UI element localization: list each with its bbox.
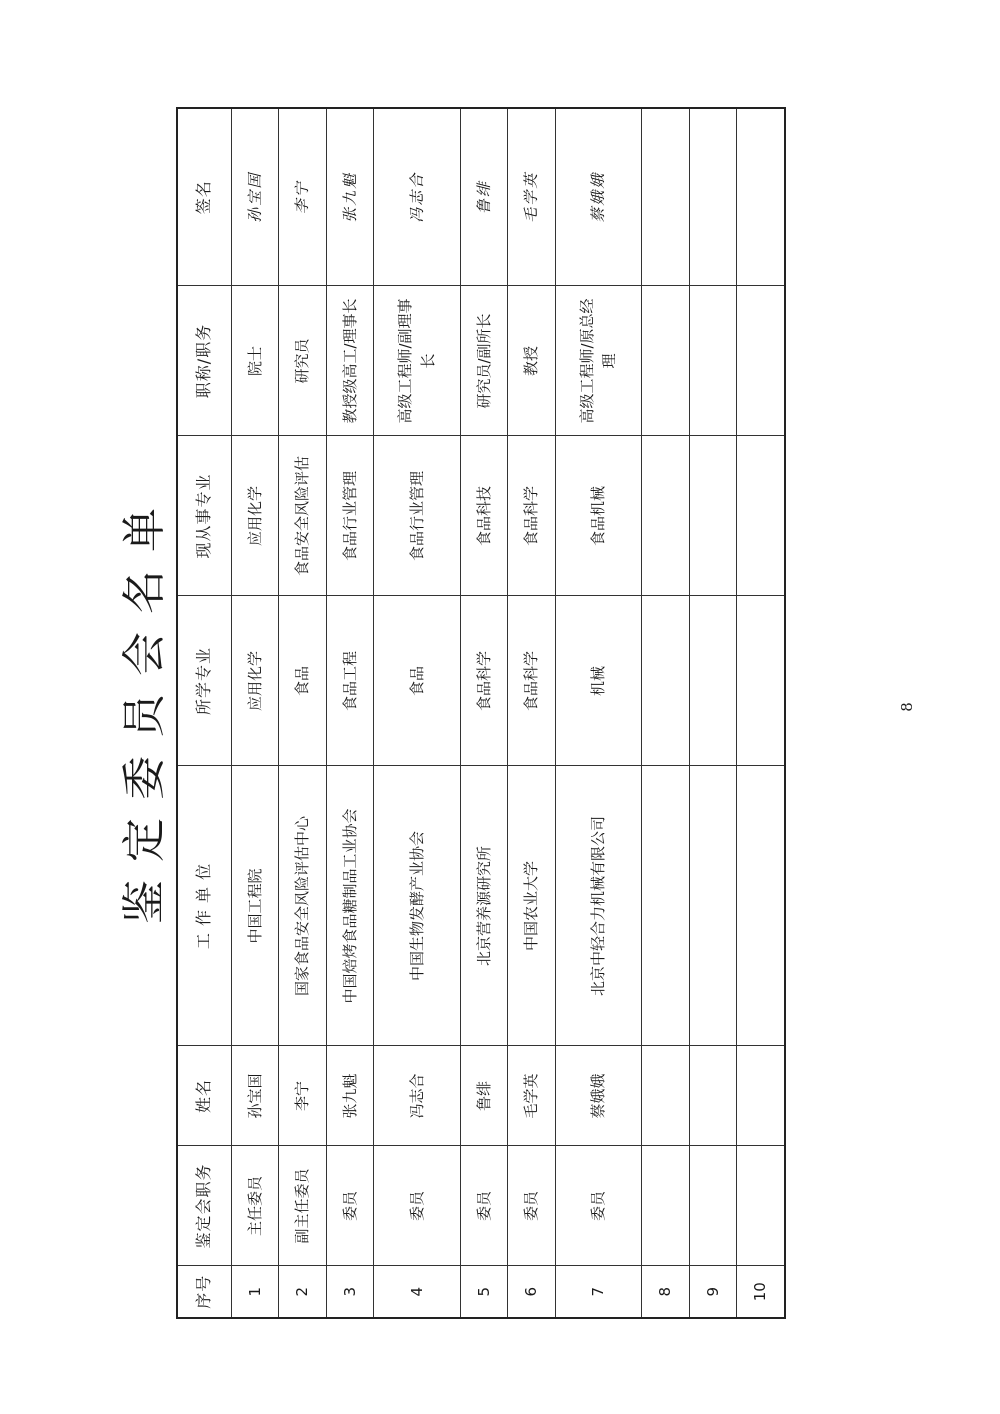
- table-row: [460, 108, 508, 1318]
- cell-col-name: 鲁绯: [460, 1046, 508, 1146]
- cell-col-name: 孙宝国: [231, 1046, 279, 1146]
- cell-col-current-major: 食品科技: [460, 436, 508, 596]
- cell-col-title-position: 高级工程师/原总经理: [555, 286, 641, 436]
- cell-col-committee-role: 委员: [508, 1146, 556, 1266]
- cell-col-signature: [642, 108, 690, 286]
- cell-col-committee-role: 委员: [460, 1146, 508, 1266]
- cell-col-studied-major: 食品: [279, 596, 327, 766]
- table-row: [689, 108, 737, 1318]
- table-row: [374, 108, 460, 1318]
- cell-col-title-position: 研究员/副所长: [460, 286, 508, 436]
- cell-col-studied-major: 食品工程: [326, 596, 374, 766]
- header-col-name: 姓名: [177, 1046, 231, 1146]
- cell-col-index: 6: [508, 1266, 556, 1318]
- cell-col-title-position: [642, 286, 690, 436]
- cell-col-signature: [689, 108, 737, 286]
- cell-col-current-major: 食品行业管理: [374, 436, 460, 596]
- cell-col-committee-role: [642, 1146, 690, 1266]
- header-col-studied-major: 所学专业: [177, 596, 231, 766]
- cell-col-index: 7: [555, 1266, 641, 1318]
- cell-col-title-position: 院士: [231, 286, 279, 436]
- cell-col-index: 1: [231, 1266, 279, 1318]
- cell-col-committee-role: 委员: [326, 1146, 374, 1266]
- cell-col-index: 9: [689, 1266, 737, 1318]
- table-row: [508, 108, 556, 1318]
- cell-col-studied-major: 应用化学: [231, 596, 279, 766]
- table-header-row: [177, 108, 231, 1318]
- table-row: [279, 108, 327, 1318]
- cell-col-name: [642, 1046, 690, 1146]
- cell-col-work-unit: 北京中轻合力机械有限公司: [555, 766, 641, 1046]
- cell-col-name: 蔡娥娥: [555, 1046, 641, 1146]
- header-col-title-position: 职称/职务: [177, 286, 231, 436]
- cell-col-committee-role: 委员: [374, 1146, 460, 1266]
- cell-col-index: 5: [460, 1266, 508, 1318]
- cell-col-current-major: [737, 436, 785, 596]
- table-row: [326, 108, 374, 1318]
- cell-col-current-major: 食品行业管理: [326, 436, 374, 596]
- cell-col-title-position: [737, 286, 785, 436]
- header-col-signature: 签名: [177, 108, 231, 286]
- cell-col-studied-major: 食品科学: [460, 596, 508, 766]
- cell-col-current-major: [642, 436, 690, 596]
- cell-col-studied-major: 机械: [555, 596, 641, 766]
- cell-col-name: 李宁: [279, 1046, 327, 1146]
- cell-col-studied-major: [689, 596, 737, 766]
- cell-col-studied-major: 食品科学: [508, 596, 556, 766]
- document-title: 鉴定委员会名单: [119, 490, 170, 924]
- cell-col-studied-major: [737, 596, 785, 766]
- cell-col-signature: 孙宝国: [231, 108, 279, 286]
- header-col-current-major: 现从事专业: [177, 436, 231, 596]
- cell-col-title-position: 高级工程师/副理事长: [374, 286, 460, 436]
- cell-col-work-unit: [642, 766, 690, 1046]
- cell-col-work-unit: 国家食品安全风险评估中心: [279, 766, 327, 1046]
- cell-col-work-unit: 中国生物发酵产业协会: [374, 766, 460, 1046]
- cell-col-current-major: 食品安全风险评估: [279, 436, 327, 596]
- header-col-work-unit: 工 作 单 位: [177, 766, 231, 1046]
- table-row: [642, 108, 690, 1318]
- cell-col-title-position: [689, 286, 737, 436]
- cell-col-signature: 毛学英: [508, 108, 556, 286]
- cell-col-studied-major: 食品: [374, 596, 460, 766]
- cell-col-index: 10: [737, 1266, 785, 1318]
- header-col-committee-role: 鉴定会职务: [177, 1146, 231, 1266]
- cell-col-name: 冯志合: [374, 1046, 460, 1146]
- header-col-index: 序号: [177, 1266, 231, 1318]
- cell-col-studied-major: [642, 596, 690, 766]
- cell-col-index: 3: [326, 1266, 374, 1318]
- cell-col-current-major: [689, 436, 737, 596]
- cell-col-name: [737, 1046, 785, 1146]
- cell-col-work-unit: [689, 766, 737, 1046]
- cell-col-name: 毛学英: [508, 1046, 556, 1146]
- cell-col-signature: 张九魁: [326, 108, 374, 286]
- table-row: [555, 108, 641, 1318]
- cell-col-work-unit: 中国农业大学: [508, 766, 556, 1046]
- cell-col-name: 张九魁: [326, 1046, 374, 1146]
- cell-col-committee-role: 主任委员: [231, 1146, 279, 1266]
- cell-col-committee-role: [689, 1146, 737, 1266]
- cell-col-name: [689, 1046, 737, 1146]
- cell-col-current-major: 应用化学: [231, 436, 279, 596]
- cell-col-index: 2: [279, 1266, 327, 1318]
- committee-table: [176, 107, 786, 1319]
- page-number: 8: [898, 702, 916, 712]
- cell-col-signature: 蔡娥娥: [555, 108, 641, 286]
- cell-col-signature: 冯志合: [374, 108, 460, 286]
- cell-col-index: 8: [642, 1266, 690, 1318]
- cell-col-current-major: 食品科学: [508, 436, 556, 596]
- cell-col-work-unit: 中国焙烤食品糖制品工业协会: [326, 766, 374, 1046]
- cell-col-work-unit: 中国工程院: [231, 766, 279, 1046]
- table-row: [231, 108, 279, 1318]
- table-row: [737, 108, 785, 1318]
- cell-col-work-unit: [737, 766, 785, 1046]
- cell-col-title-position: 教授: [508, 286, 556, 436]
- cell-col-signature: 李宁: [279, 108, 327, 286]
- cell-col-committee-role: 委员: [555, 1146, 641, 1266]
- cell-col-title-position: 研究员: [279, 286, 327, 436]
- cell-col-signature: [737, 108, 785, 286]
- cell-col-current-major: 食品机械: [555, 436, 641, 596]
- cell-col-signature: 鲁绯: [460, 108, 508, 286]
- cell-col-committee-role: 副主任委员: [279, 1146, 327, 1266]
- cell-col-index: 4: [374, 1266, 460, 1318]
- cell-col-committee-role: [737, 1146, 785, 1266]
- cell-col-work-unit: 北京营养源研究所: [460, 766, 508, 1046]
- cell-col-title-position: 教授级高工/理事长: [326, 286, 374, 436]
